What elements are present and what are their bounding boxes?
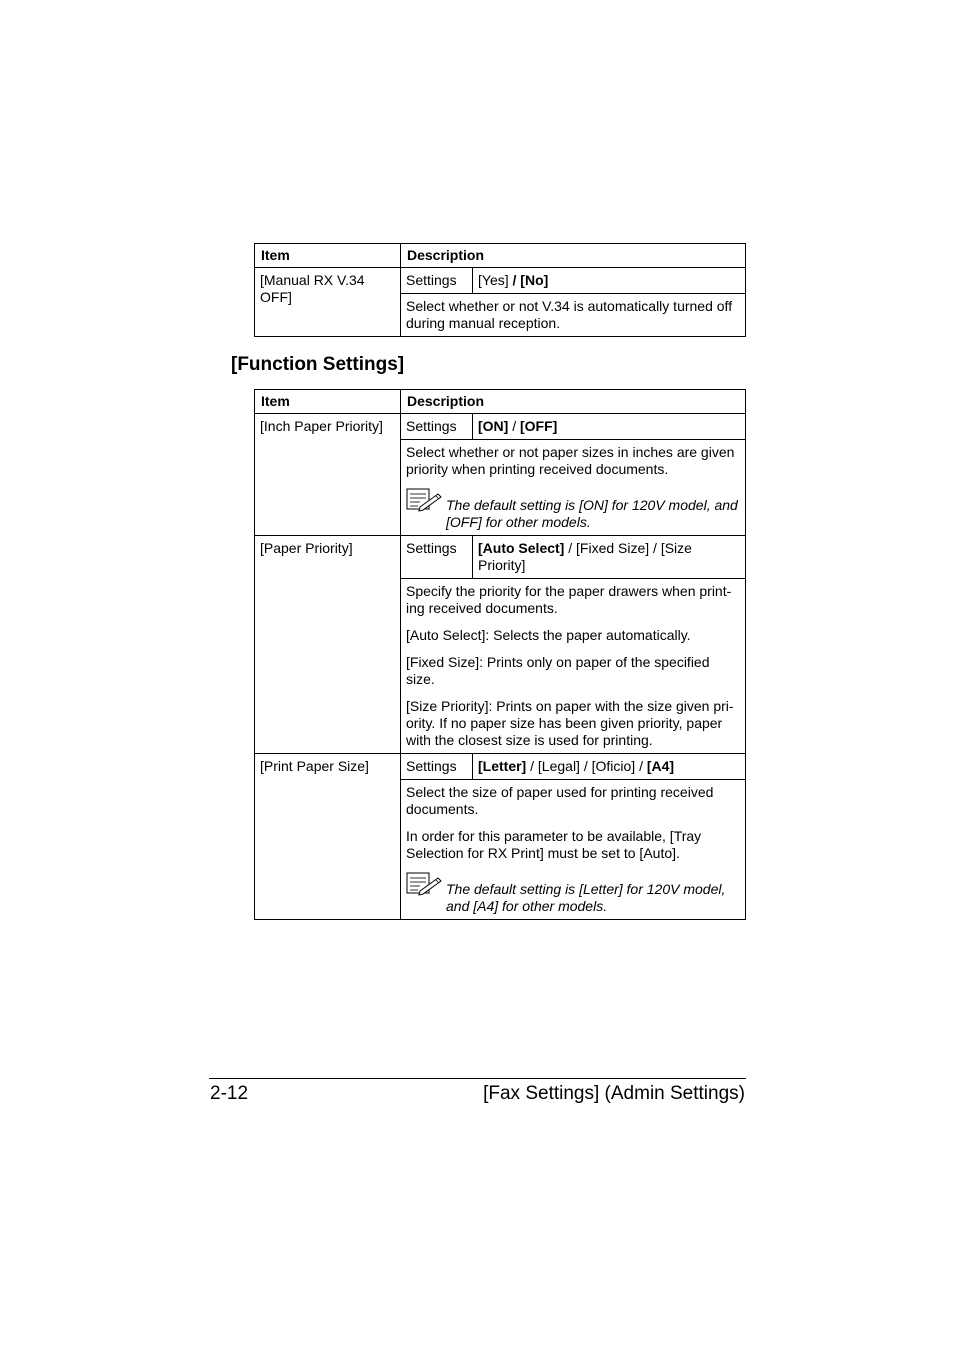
option-yes: [Yes] bbox=[478, 272, 509, 288]
description-cell bbox=[401, 294, 746, 337]
function-settings-table bbox=[254, 389, 746, 920]
description-text: [Auto Select]: Selects the paper automatically. bbox=[406, 627, 691, 643]
option-separator: / bbox=[508, 418, 520, 434]
option-separator: / bbox=[526, 758, 538, 774]
description-text: In order for this parameter to be available, [Tray Selection for RX Print] must be set to [Auto]. bbox=[406, 828, 702, 861]
table-header-row bbox=[255, 390, 746, 414]
table-row bbox=[255, 268, 746, 294]
note bbox=[406, 488, 741, 531]
table-header-row bbox=[255, 244, 746, 268]
note-text: The default setting is [Letter] for 120V model, and [A4] for other models. bbox=[446, 881, 726, 914]
option-legal: [Legal] bbox=[537, 758, 580, 774]
description-cell bbox=[401, 440, 746, 536]
description-text: [Size Priority]: Prints on paper with the size given pri-ority. If no paper size has been given priority, paper with the closest size is used for printing. bbox=[406, 698, 734, 748]
item-print-paper-size: [Print Paper Size] bbox=[255, 754, 401, 920]
option-separator: / bbox=[508, 272, 521, 288]
manual-rx-table bbox=[254, 243, 746, 337]
item-inch-paper-priority: [Inch Paper Priority] bbox=[255, 414, 401, 536]
settings-label: Settings bbox=[401, 536, 473, 579]
option-auto-select-default: [Auto Select] bbox=[478, 540, 565, 556]
option-separator: / bbox=[564, 540, 577, 556]
option-a4-default: [A4] bbox=[646, 758, 675, 774]
option-oficio: [Oficio] bbox=[591, 758, 636, 774]
chapter-title: [Fax Settings] (Admin Settings) bbox=[483, 1083, 745, 1104]
table-row bbox=[255, 754, 746, 780]
option-separator: / bbox=[579, 758, 592, 774]
settings-options bbox=[473, 268, 746, 294]
option-on-default: [ON] bbox=[478, 418, 509, 434]
header-item: Item bbox=[255, 244, 401, 268]
table-row bbox=[255, 536, 746, 579]
settings-options bbox=[473, 754, 746, 780]
note-pencil-icon bbox=[406, 488, 446, 518]
settings-options bbox=[473, 536, 746, 579]
option-separator: / bbox=[649, 540, 661, 556]
option-off-default: [OFF] bbox=[520, 418, 558, 434]
option-no-default: [No] bbox=[520, 272, 549, 288]
footer-divider bbox=[209, 1078, 746, 1079]
note-pencil-icon bbox=[406, 872, 446, 902]
note bbox=[406, 872, 741, 915]
header-description: Description bbox=[401, 244, 746, 268]
description-text: [Fixed Size]: Prints only on paper of the specified size. bbox=[406, 654, 710, 687]
settings-label: Settings bbox=[401, 754, 473, 780]
option-separator: / bbox=[635, 758, 647, 774]
item-paper-priority: [Paper Priority] bbox=[255, 536, 401, 754]
description-cell bbox=[401, 780, 746, 920]
page-number: 2-12 bbox=[210, 1083, 249, 1104]
item-manual-rx-v34-off: [Manual RX V.34 OFF] bbox=[255, 268, 401, 337]
description-text: Select whether or not V.34 is automatically turned off during manual reception. bbox=[406, 298, 733, 331]
description-cell bbox=[401, 579, 746, 754]
option-letter-default: [Letter] bbox=[478, 758, 527, 774]
settings-label: Settings bbox=[401, 268, 473, 294]
table-row bbox=[255, 414, 746, 440]
description-text: Specify the priority for the paper drawers when print-ing received documents. bbox=[406, 583, 732, 616]
option-size-priority: [Size Priority] bbox=[478, 540, 692, 573]
option-fixed-size: [Fixed Size] bbox=[576, 540, 650, 556]
section-heading: [Function Settings] bbox=[231, 354, 405, 375]
note-text: The default setting is [ON] for 120V model, and [OFF] for other models. bbox=[446, 497, 738, 530]
description-text: Select the size of paper used for printing received documents. bbox=[406, 784, 714, 817]
header-description: Description bbox=[401, 390, 746, 414]
settings-label: Settings bbox=[401, 414, 473, 440]
settings-options bbox=[473, 414, 746, 440]
description-text: Select whether or not paper sizes in inches are given priority when printing received documents. bbox=[406, 444, 735, 477]
header-item: Item bbox=[255, 390, 401, 414]
